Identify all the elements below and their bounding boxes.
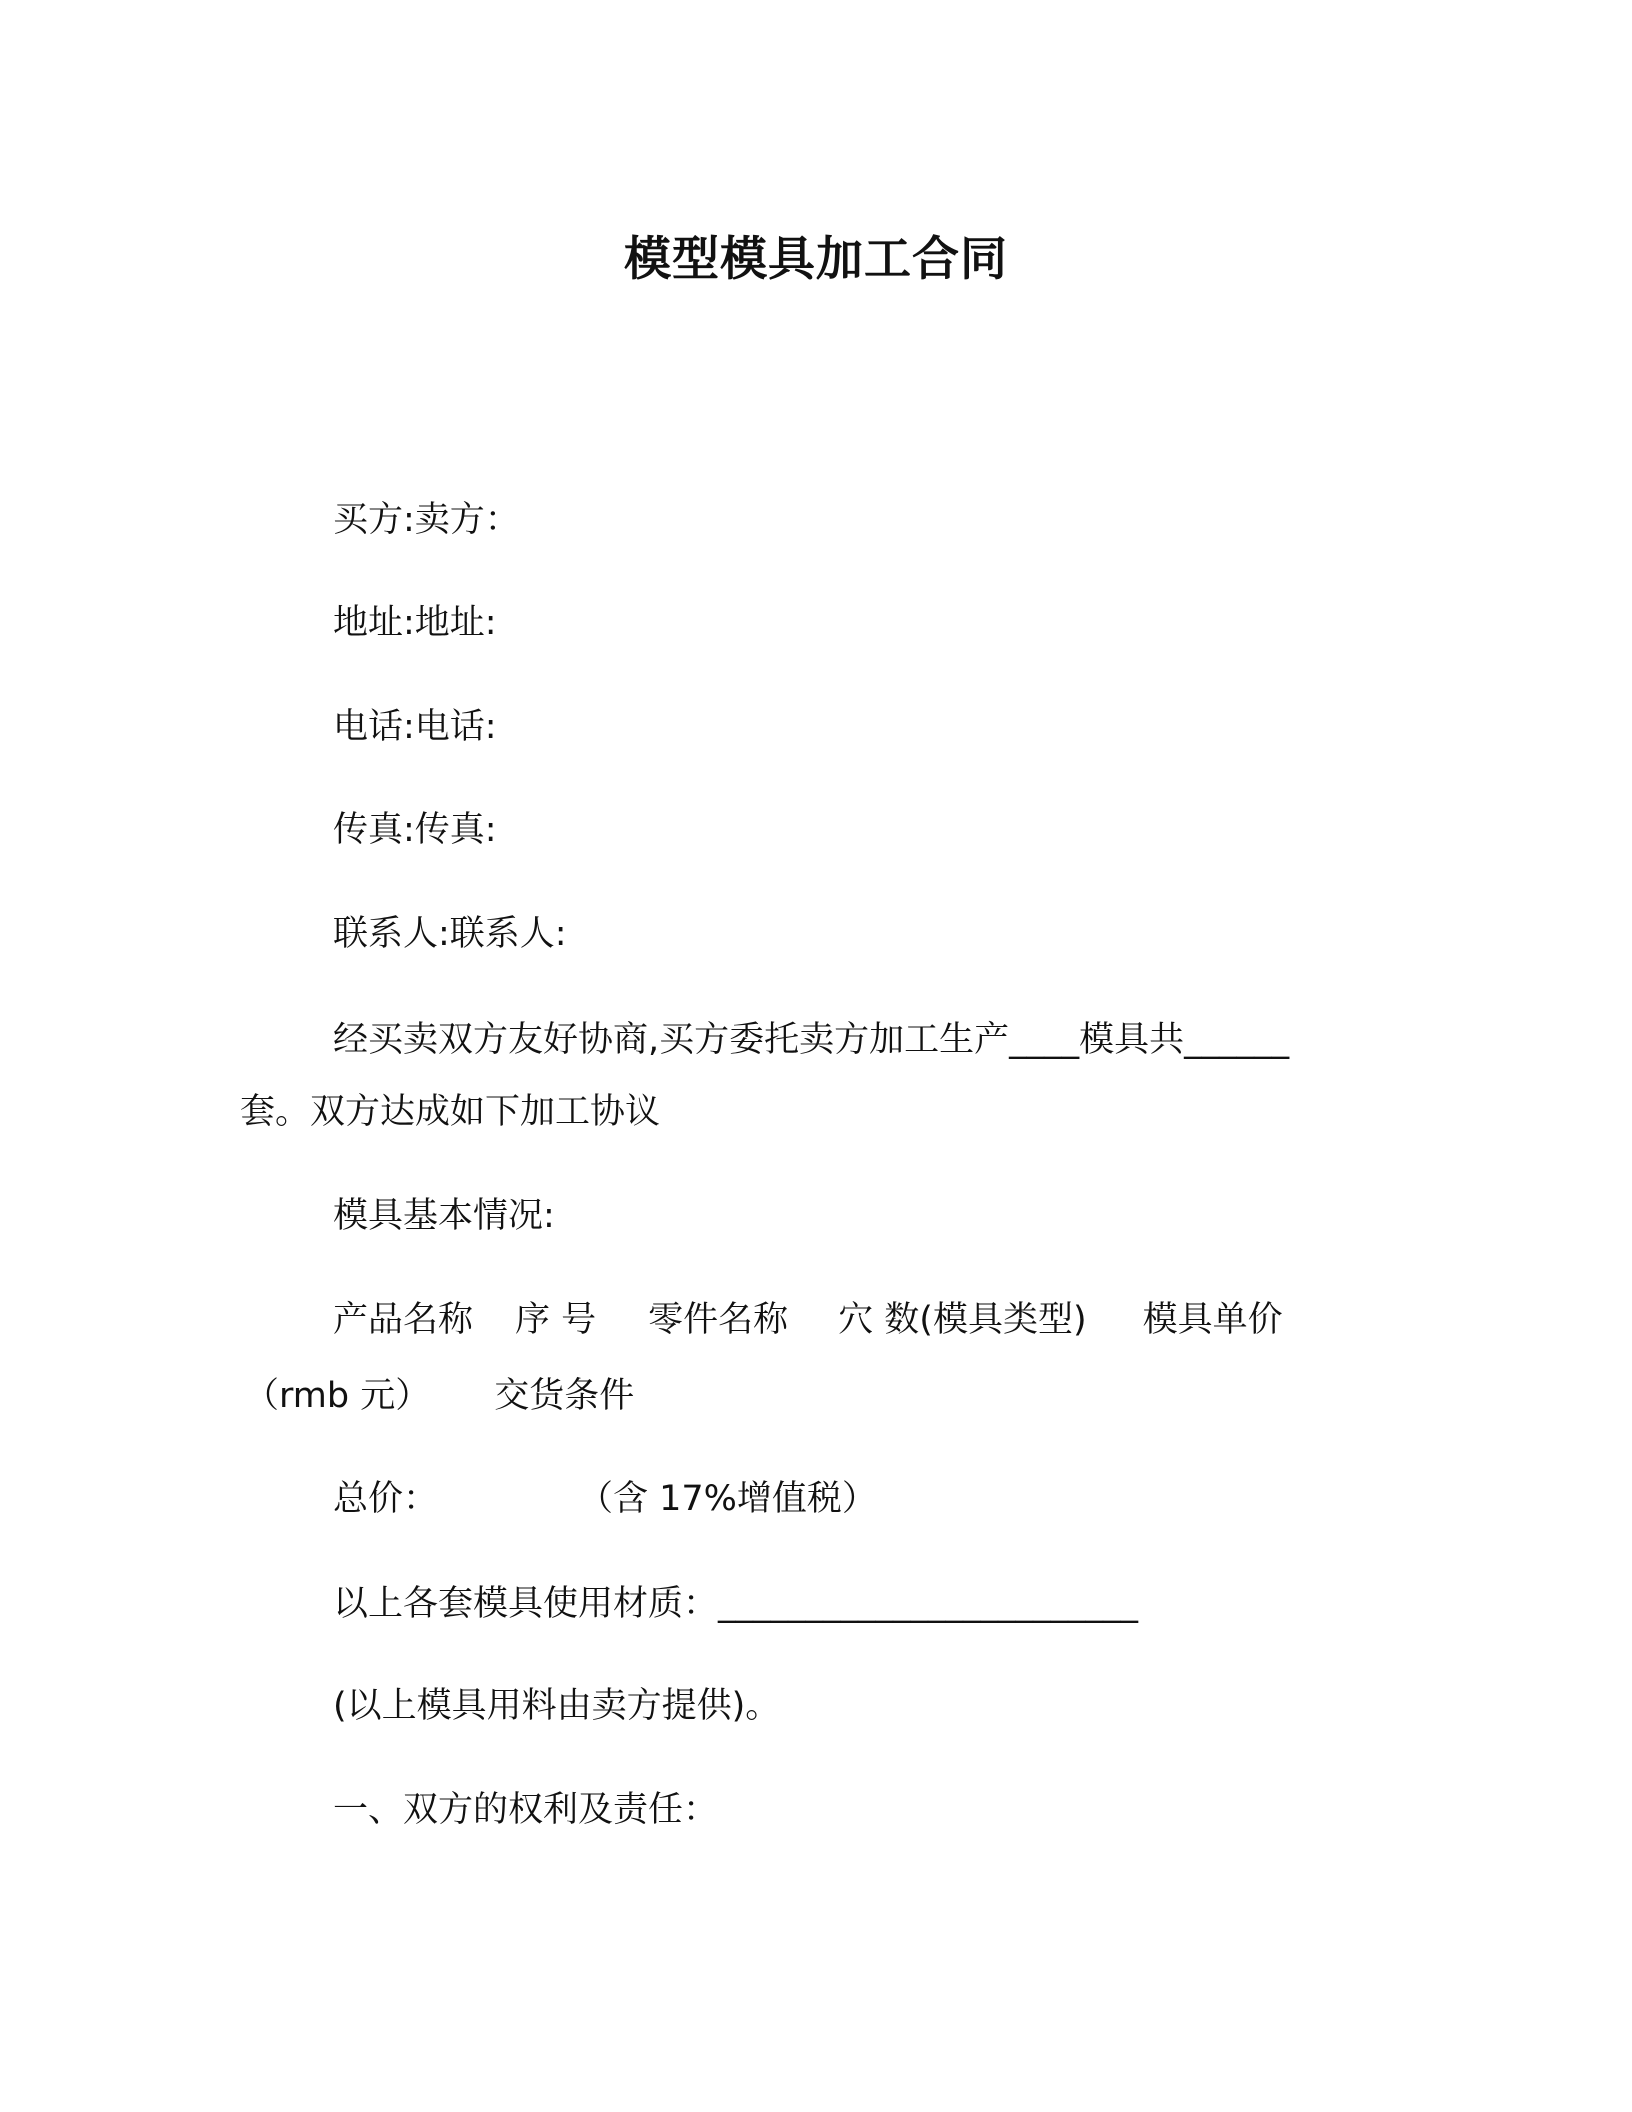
intro-paragraph-line-2: 套。双方达成如下加工协议 bbox=[240, 1092, 661, 1132]
col-serial-no: 序 号 bbox=[515, 1300, 597, 1340]
mold-info-heading: 模具基本情况: bbox=[333, 1196, 555, 1236]
material-line: 以上各套模具使用材质：________________________ bbox=[333, 1584, 1139, 1624]
address-line: 地址:地址: bbox=[333, 603, 497, 643]
document-title: 模型模具加工合同 bbox=[624, 232, 1008, 287]
contact-line: 联系人:联系人: bbox=[333, 914, 567, 954]
section-1-heading: 一、双方的权利及责任： bbox=[333, 1790, 719, 1830]
table-header-line-1 bbox=[333, 1298, 1283, 1342]
intro-paragraph-line-1: 经买卖双方友好协商,买方委托卖方加工生产____模具共______ bbox=[333, 1020, 1290, 1060]
col-cavities: 穴 数(模具类型) bbox=[838, 1300, 1087, 1340]
col-product-name: 产品名称 bbox=[333, 1300, 474, 1340]
total-price-line bbox=[333, 1477, 877, 1521]
col-unit-price: 模具单价 bbox=[1142, 1300, 1283, 1340]
col-part-name: 零件名称 bbox=[648, 1300, 789, 1340]
total-price-label: 总价： bbox=[333, 1479, 439, 1519]
col-currency: （rmb 元） bbox=[244, 1376, 431, 1416]
fax-line: 传真:传真: bbox=[333, 810, 497, 850]
phone-line: 电话:电话: bbox=[333, 707, 497, 747]
col-delivery-terms: 交货条件 bbox=[494, 1376, 635, 1416]
material-note: (以上模具用料由卖方提供)。 bbox=[333, 1686, 781, 1726]
buyer-seller-line: 买方:卖方： bbox=[333, 500, 520, 540]
table-header-line-2 bbox=[244, 1374, 634, 1418]
total-tax-note: （含 17%增值税） bbox=[578, 1479, 877, 1519]
